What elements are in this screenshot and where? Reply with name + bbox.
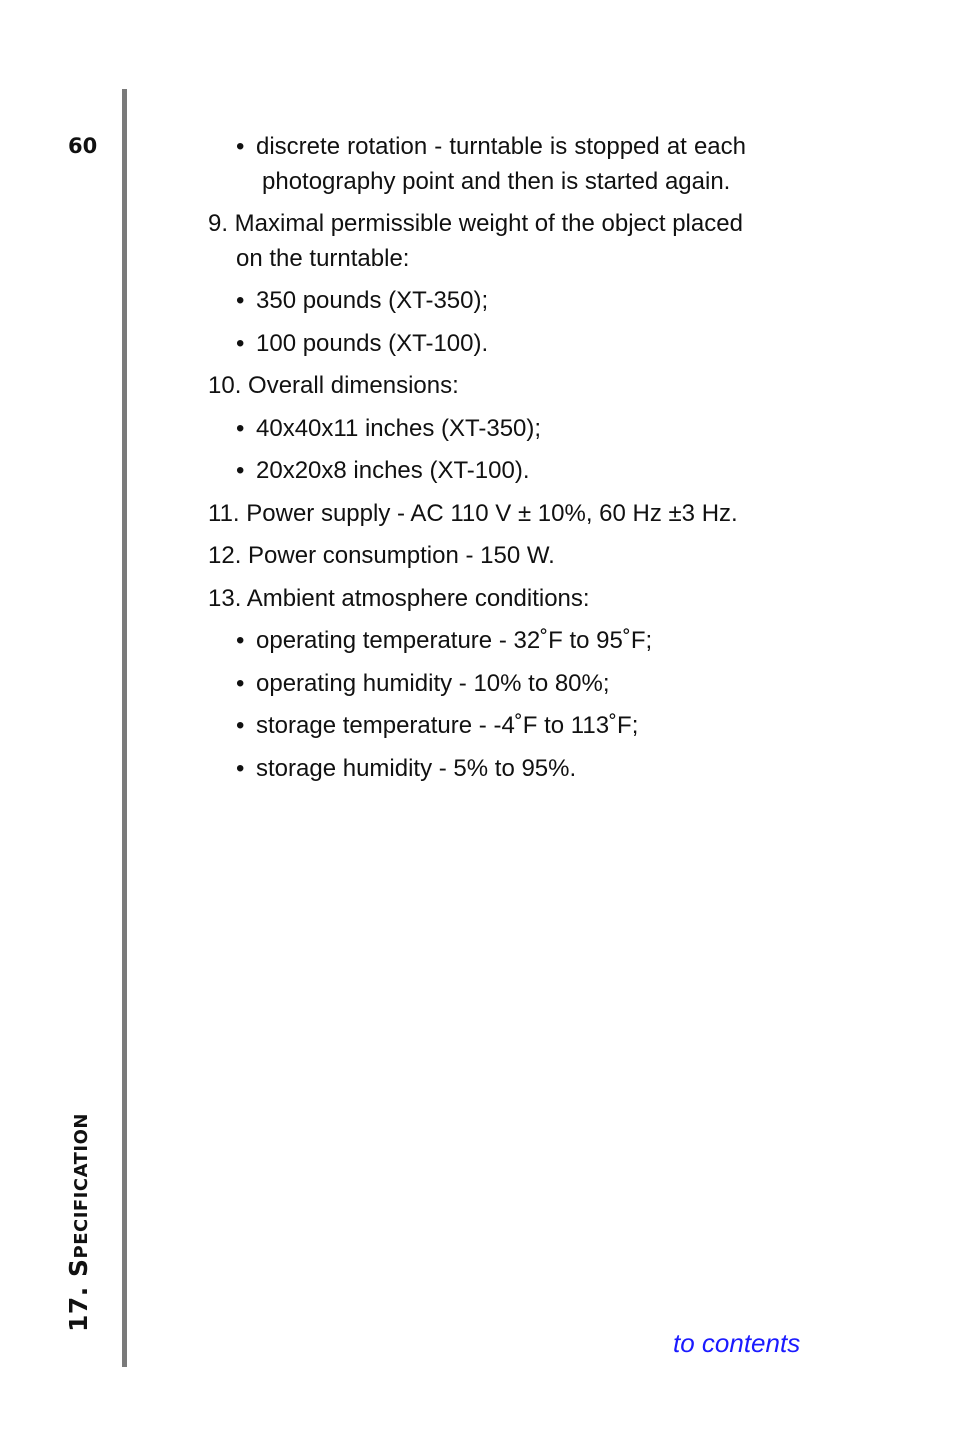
bullet-item [208, 752, 746, 787]
spec-item-12: 12. Power consumption - 150 W. [208, 542, 555, 569]
spec-item-10: 10. Overall dimensions: [208, 372, 459, 399]
bullet-icon: • [236, 712, 245, 739]
to-contents-link[interactable]: to contents [673, 1328, 801, 1358]
bullet-icon: • [236, 457, 245, 484]
bullet-text: 40x40x11 inches (XT-350); [256, 414, 542, 442]
bullet-text: 350 pounds (XT-350); [256, 287, 489, 314]
bullet-text: discrete rotation - turntable is stopped at each photography point and then is started again. [256, 133, 746, 195]
bullet-text: storage temperature - -4˚F to 113˚F; [256, 712, 639, 739]
spec-content [208, 130, 746, 794]
side-rule [122, 89, 127, 1367]
bullet-text: operating temperature - 32˚F to 95˚F; [256, 627, 653, 654]
bullet-item [208, 667, 746, 702]
bullet-text: 20x20x8 inches (XT-100). [256, 457, 530, 484]
bullet-item [208, 412, 746, 447]
bullet-icon: • [236, 329, 245, 357]
bullet-icon: • [236, 669, 245, 697]
bullet-item [208, 284, 746, 319]
bullet-item [208, 709, 746, 744]
bullet-text: storage humidity - 5% to 95%. [256, 754, 577, 782]
bullet-item [208, 624, 746, 659]
spec-item-13: 13. Ambient atmosphere conditions: [208, 584, 590, 612]
spec-item-9: 9. Maximal permissible weight of the object placed on the turntable: [208, 210, 743, 272]
bullet-icon: • [236, 754, 245, 782]
bullet-icon: • [236, 133, 245, 160]
bullet-text: operating humidity - 10% to 80%; [256, 669, 610, 697]
bullet-icon: • [236, 627, 245, 654]
bullet-icon: • [236, 287, 245, 314]
section-label: 17. Specification [64, 1113, 93, 1332]
bullet-text: 100 pounds (XT-100). [256, 329, 489, 357]
bullet-icon: • [236, 414, 245, 442]
spec-item-11: 11. Power supply - AC 110 V ± 10%, 60 Hz ±3 Hz. [208, 499, 738, 527]
bullet-item [208, 327, 746, 362]
bullet-item [208, 454, 746, 489]
page-number: 60 [68, 134, 98, 158]
bullet-item [208, 130, 746, 199]
